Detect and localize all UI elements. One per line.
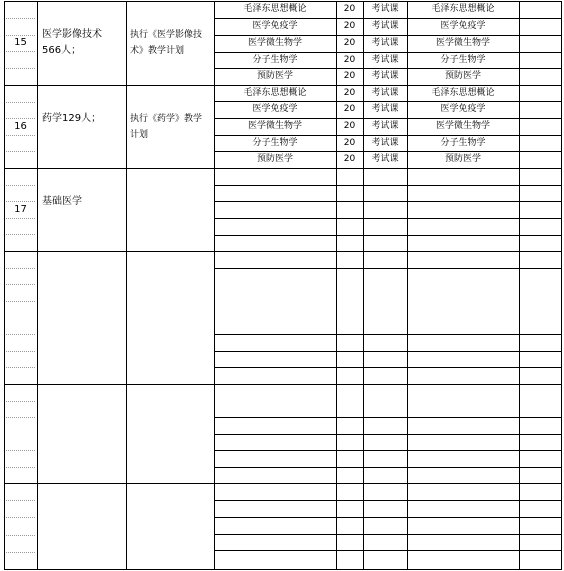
dotted-guide — [6, 268, 35, 269]
teaching-plan: 执行《药学》教学计划 — [130, 113, 203, 140]
block-rule — [4, 251, 562, 252]
course-row-rule — [214, 235, 562, 236]
exam-type: 考试课 — [371, 138, 399, 148]
course-hours: 20 — [343, 55, 356, 65]
course-hours: 20 — [343, 71, 356, 81]
major-name: 基础医学 — [42, 195, 82, 207]
course-remark: 医学微生物学 — [435, 121, 490, 131]
course-row-rule — [214, 367, 562, 368]
exam-type: 考试课 — [371, 71, 399, 81]
dotted-guide — [6, 417, 35, 418]
course-row-rule — [214, 417, 562, 418]
course-remark: 医学微生物学 — [435, 38, 490, 48]
course-hours: 20 — [343, 38, 356, 48]
dotted-guide — [6, 18, 35, 19]
course-name: 预防医学 — [256, 71, 293, 81]
dotted-guide — [6, 151, 35, 152]
bottom-rule — [4, 569, 562, 570]
teaching-plan: 执行《医学影像技术》教学计划 — [130, 30, 203, 56]
course-remark: 毛泽东思想概论 — [431, 88, 495, 98]
dotted-guide — [6, 334, 35, 335]
course-hours: 20 — [343, 121, 356, 131]
course-row-rule — [214, 185, 562, 186]
course-row-rule — [214, 467, 562, 468]
dotted-guide — [6, 284, 35, 285]
course-hours: 20 — [343, 154, 356, 164]
major-name: 药学129人； — [42, 112, 102, 124]
course-row-rule — [214, 550, 562, 551]
course-name: 毛泽东思想概论 — [243, 4, 307, 14]
course-row-rule — [214, 517, 562, 518]
row-number: 16 — [14, 120, 27, 132]
dotted-guide — [6, 535, 35, 536]
course-row-rule — [214, 500, 562, 501]
course-row-rule — [214, 268, 562, 269]
exam-type: 考试课 — [371, 154, 399, 164]
course-row-rule — [214, 434, 562, 435]
dotted-guide — [6, 102, 35, 103]
course-name: 分子生物学 — [252, 138, 298, 148]
course-remark: 预防医学 — [444, 154, 481, 164]
dotted-guide — [6, 301, 35, 302]
dotted-guide — [6, 517, 35, 518]
course-row-rule — [214, 218, 562, 219]
dotted-guide — [6, 401, 35, 402]
course-remark: 分子生物学 — [440, 55, 486, 65]
row-number: 15 — [14, 37, 27, 48]
dotted-guide — [6, 135, 35, 136]
exam-type: 考试课 — [371, 104, 399, 114]
row-number: 17 — [14, 203, 27, 215]
exam-type: 考试课 — [371, 121, 399, 131]
course-remark: 分子生物学 — [440, 138, 486, 148]
dotted-guide — [6, 185, 35, 186]
block-rule — [4, 384, 562, 385]
dotted-guide — [6, 51, 35, 52]
dotted-guide — [6, 68, 35, 69]
dotted-guide — [6, 500, 35, 501]
exam-type: 考试课 — [371, 88, 399, 98]
course-name: 分子生物学 — [252, 55, 298, 65]
course-hours: 20 — [343, 138, 356, 148]
exam-type: 考试课 — [371, 38, 399, 48]
course-hours: 20 — [343, 21, 356, 31]
course-remark: 医学免疫学 — [440, 21, 486, 31]
major-name: 医学影像技术 566人； — [42, 29, 102, 56]
course-remark: 医学免疫学 — [440, 104, 486, 114]
dotted-guide — [6, 552, 35, 553]
course-hours: 20 — [343, 104, 356, 114]
exam-type: 考试课 — [371, 4, 399, 14]
dotted-guide — [6, 450, 35, 451]
course-row-rule — [214, 450, 562, 451]
block-rule — [4, 168, 562, 169]
course-name: 医学免疫学 — [252, 21, 298, 31]
dotted-guide — [6, 351, 35, 352]
course-hours: 20 — [343, 88, 356, 98]
course-name: 医学微生物学 — [247, 38, 302, 48]
course-name: 预防医学 — [256, 154, 293, 164]
course-row-rule — [214, 534, 562, 535]
course-name: 医学微生物学 — [247, 121, 302, 131]
exam-type: 考试课 — [371, 55, 399, 65]
course-name: 毛泽东思想概论 — [243, 88, 307, 98]
dotted-guide — [6, 234, 35, 235]
course-remark: 预防医学 — [444, 71, 481, 81]
course-row-rule — [214, 334, 562, 335]
course-row-rule — [214, 351, 562, 352]
block-rule — [4, 483, 562, 484]
dotted-guide — [6, 367, 35, 368]
course-remark: 毛泽东思想概论 — [431, 4, 495, 14]
course-hours: 20 — [343, 4, 356, 14]
exam-type: 考试课 — [371, 21, 399, 31]
dotted-guide — [6, 467, 35, 468]
course-name: 医学免疫学 — [252, 104, 298, 114]
course-row-rule — [214, 201, 562, 202]
dotted-guide — [6, 218, 35, 219]
